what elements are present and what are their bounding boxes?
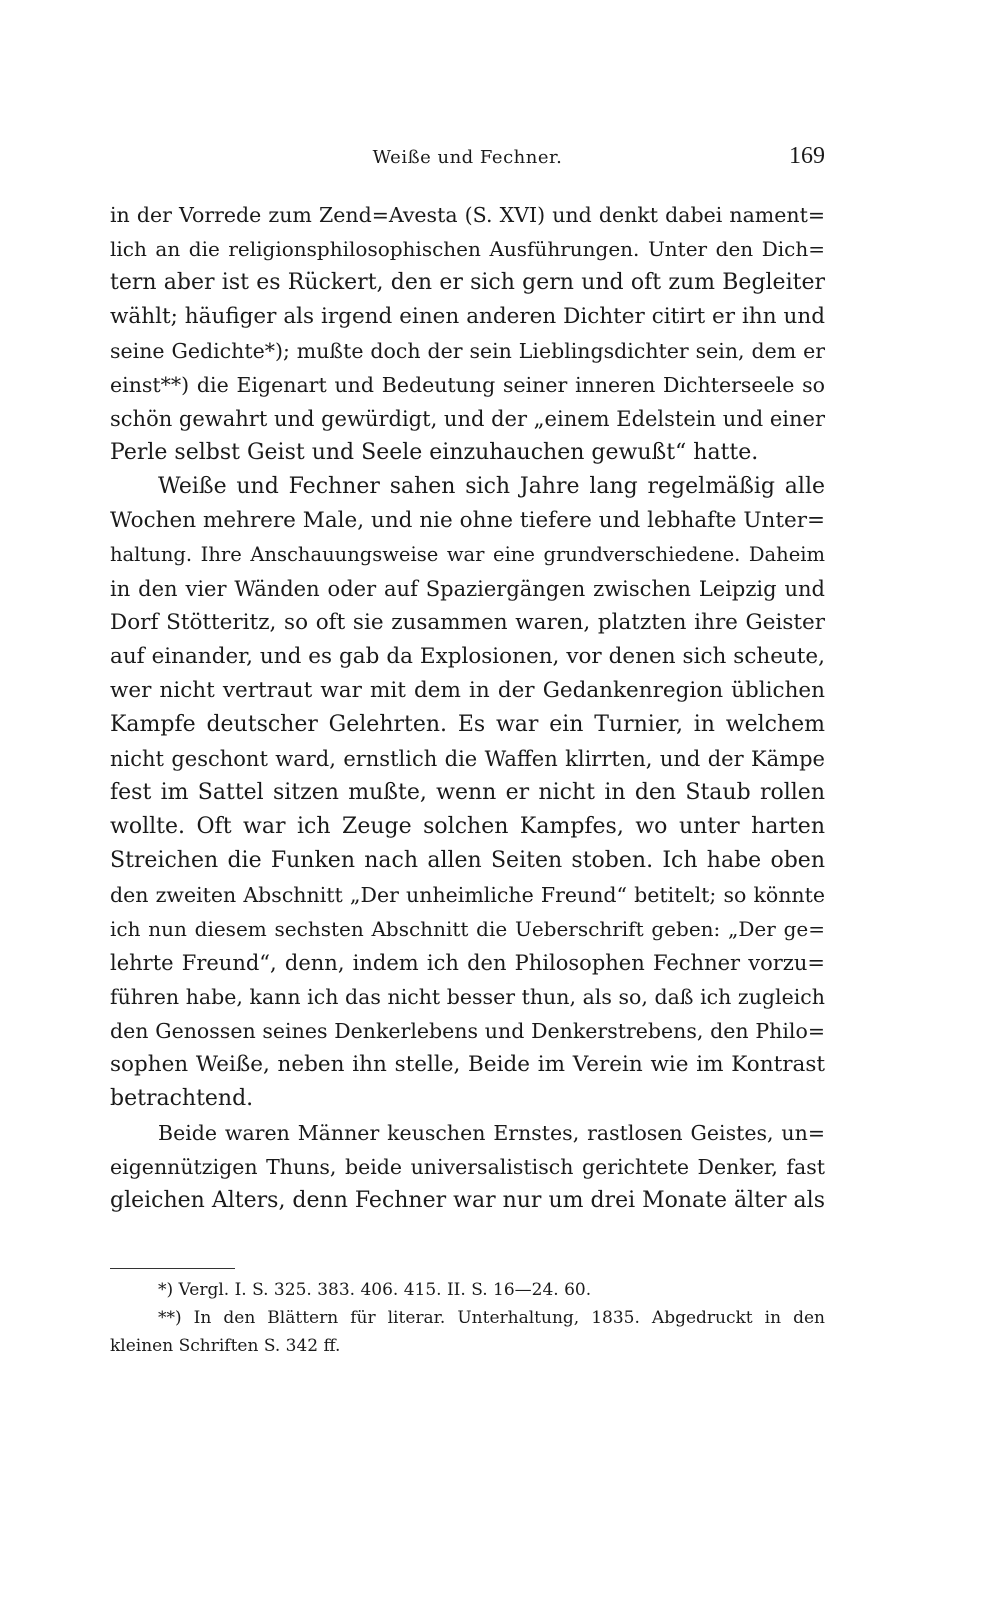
body-line: eigennützigen Thuns, beide universalistisch gerichtete Denker, fast [110, 1155, 825, 1179]
body-line: ich nun diesem sechsten Abschnitt die Ueberschrift geben: „Der ge= [110, 917, 825, 941]
footnote-2: **) In den Blättern für literar. Unterhaltung, 1835. Abgedruckt in den [158, 1308, 825, 1328]
body-line: Streichen die Funken nach allen Seiten stoben. Ich habe oben [110, 848, 825, 873]
body-line: schön gewahrt und gewürdigt, und der „einem Edelstein und einer [110, 407, 825, 431]
running-title: Weiße und Fechner. [372, 147, 563, 168]
body-line: wer nicht vertraut war mit dem in der Gedankenregion üblichen [110, 678, 825, 703]
body-line: den Genossen seines Denkerlebens und Denkerstrebens, den Philo= [110, 1019, 825, 1043]
footnote-divider [110, 1268, 235, 1269]
body-line: auf einander, und es gab da Explosionen, vor denen sich scheute, [110, 644, 825, 669]
body-line: Beide waren Männer keuschen Ernstes, rastlosen Geistes, un= [158, 1121, 825, 1145]
body-line: Dorf Stötteritz, so oft sie zusammen waren, platzten ihre Geister [110, 610, 825, 635]
body-line: seine Gedichte*); mußte doch der sein Lieblingsdichter sein, dem er [110, 339, 825, 363]
body-line: sophen Weiße, neben ihn stelle, Beide im Verein wie im Kontrast [110, 1052, 825, 1077]
body-line: Weiße und Fechner sahen sich Jahre lang regelmäßig alle [158, 474, 825, 499]
footnote-2-continuation: kleinen Schriften S. 342 ff. [110, 1336, 341, 1356]
body-line: in der Vorrede zum Zend=Avesta (S. XVI) und denkt dabei nament= [110, 203, 825, 227]
body-line: in den vier Wänden oder auf Spaziergängen zwischen Leipzig und [110, 577, 825, 601]
page-number: 169 [789, 143, 825, 169]
body-line: lehrte Freund“, denn, indem ich den Philosophen Fechner vorzu= [110, 951, 825, 975]
body-line: einst**) die Eigenart und Bedeutung seiner inneren Dichterseele so [110, 373, 825, 397]
body-line: wollte. Oft war ich Zeuge solchen Kampfes, wo unter harten [110, 814, 825, 839]
running-head [110, 143, 825, 173]
body-line: fest im Sattel sitzen mußte, wenn er nicht in den Staub rollen [110, 780, 825, 805]
body-line: wählt; häufiger als irgend einen anderen Dichter citirt er ihn und [110, 304, 825, 329]
body-line: nicht geschont ward, ernstlich die Waffen klirrten, und der Kämpe [110, 747, 825, 771]
body-line: betrachtend. [110, 1086, 254, 1111]
body-line: Perle selbst Geist und Seele einzuhauchen gewußt“ hatte. [110, 440, 759, 465]
body-line: führen habe, kann ich das nicht besser thun, als so, daß ich zugleich [110, 985, 825, 1009]
footnote-1: *) Vergl. I. S. 325. 383. 406. 415. II. S. 16—24. 60. [158, 1280, 592, 1300]
body-line: lich an die religionsphilosophischen Ausführungen. Unter den Dich= [110, 237, 825, 261]
body-line: Kampfe deutscher Gelehrten. Es war ein Turnier, in welchem [110, 712, 825, 737]
body-line: gleichen Alters, denn Fechner war nur um drei Monate älter als [110, 1188, 825, 1213]
body-line: den zweiten Abschnitt „Der unheimliche Freund“ betitelt; so könnte [110, 883, 825, 907]
body-line: tern aber ist es Rückert, den er sich gern und oft zum Begleiter [110, 270, 825, 295]
body-line: Wochen mehrere Male, und nie ohne tiefere und lebhafte Unter= [110, 508, 825, 533]
body-line: haltung. Ihre Anschauungsweise war eine grundverschiedene. Daheim [110, 543, 825, 566]
